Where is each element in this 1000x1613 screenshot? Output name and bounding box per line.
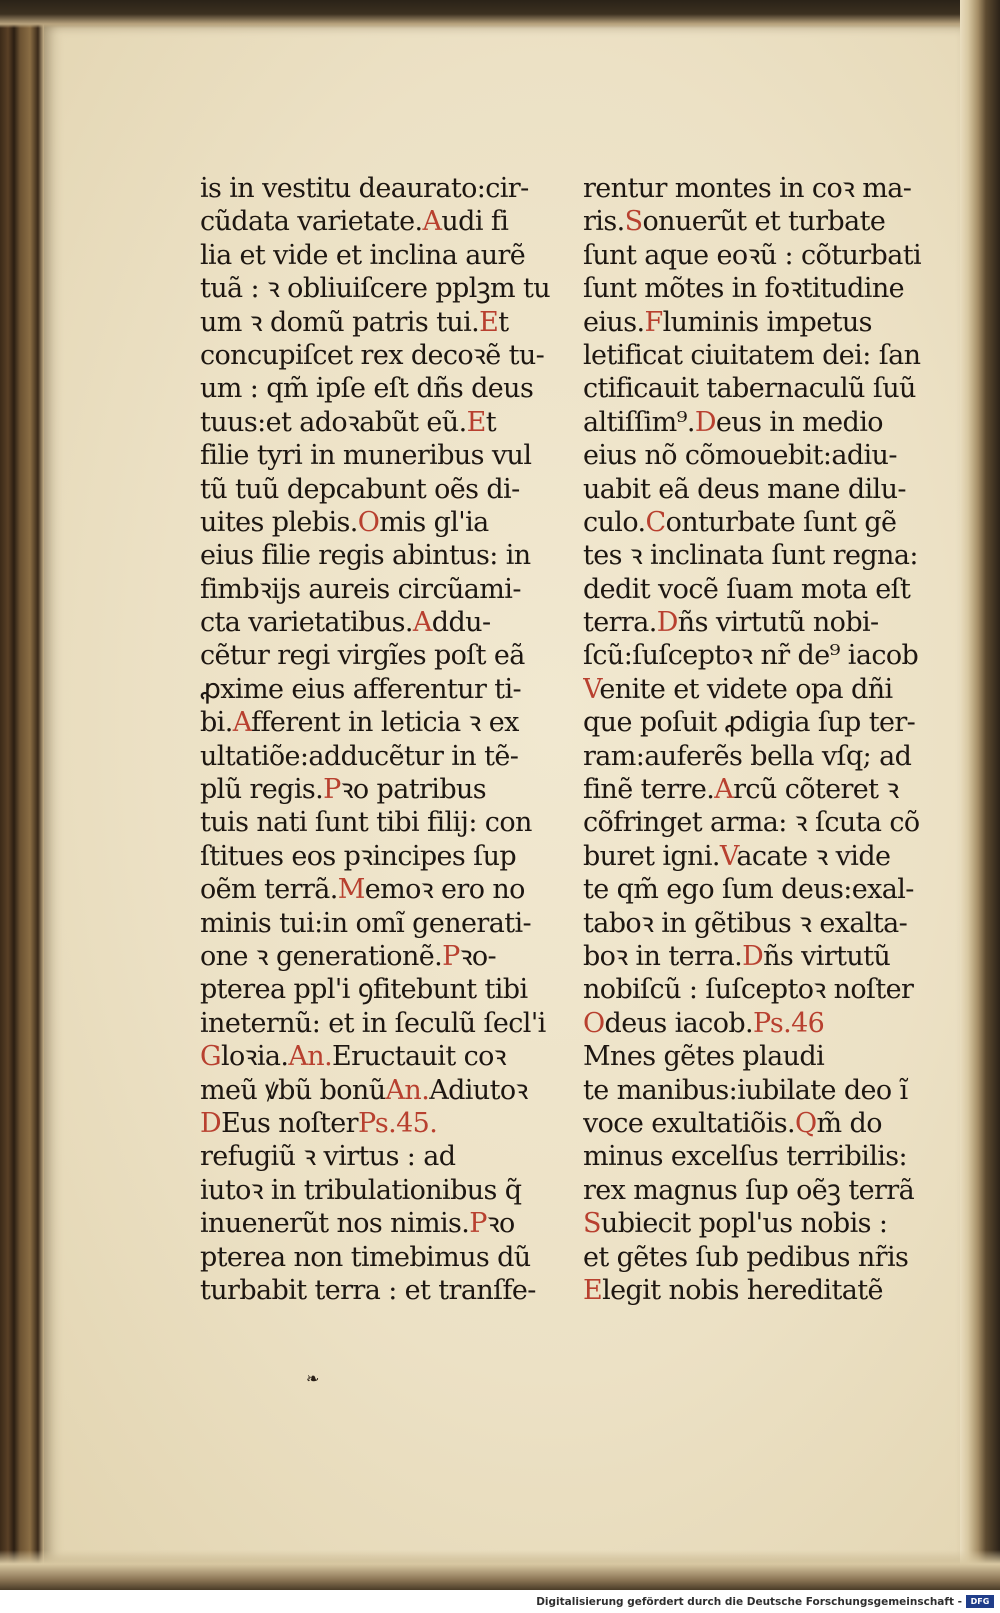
text-segment: ꝛo patribus [340, 774, 487, 806]
text-line [583, 1074, 963, 1107]
text-line [583, 439, 963, 472]
text-segment: onuerũt et turbate [642, 206, 886, 238]
text-segment: meũ ꝟbũ bonũ [200, 1074, 386, 1106]
text-line [200, 973, 580, 1006]
rubric-initial: D [656, 607, 678, 639]
text-segment: tes ꝛ inclinata ſunt regna: [583, 540, 918, 572]
rubric-initial: O [583, 1007, 605, 1039]
text-segment: altiſſim⁹. [583, 406, 695, 438]
parchment-page [44, 24, 970, 1564]
text-line [200, 606, 580, 639]
text-segment: ꝛo- [459, 940, 497, 972]
text-segment: ris. [583, 206, 625, 238]
text-segment: plũ regis. [200, 774, 324, 806]
text-segment: rex magnus ſup oẽꝫ terrã [583, 1174, 915, 1206]
text-segment: legit nobis hereditatẽ [602, 1274, 883, 1306]
text-segment: eus in medio [715, 406, 883, 438]
text-segment: rcũ cõteret ꝛ [733, 774, 899, 806]
text-line [200, 639, 580, 672]
text-line [583, 773, 963, 806]
text-line [583, 1241, 963, 1274]
text-segment: ſcũ:ſuſceptoꝛ nr̃ de⁹ iacob [583, 640, 919, 672]
text-line [200, 1274, 580, 1307]
text-segment: boꝛ in terra. [583, 940, 743, 972]
text-segment: ſunt aque eoꝛũ : cõturbati [583, 239, 922, 271]
text-line [200, 1107, 580, 1140]
text-line [583, 339, 963, 372]
text-segment: eius nõ cõmouebit:adiu- [583, 440, 897, 472]
text-line [200, 740, 580, 773]
text-line [200, 1040, 580, 1073]
text-line [583, 1274, 963, 1307]
text-line [583, 1207, 963, 1240]
text-line [583, 806, 963, 839]
text-segment: ꝛo [486, 1208, 515, 1240]
text-line [200, 239, 580, 272]
text-segment: dedit vocẽ ſuam mota eſt [583, 573, 911, 605]
text-line [583, 573, 963, 606]
text-segment: terra. [583, 607, 657, 639]
text-segment: pterea non timebimus dũ [200, 1241, 531, 1273]
text-segment: rentur montes in coꝛ ma- [583, 173, 912, 204]
text-line [583, 740, 963, 773]
text-segment: ultatiõe:adducẽtur in tẽ- [200, 740, 519, 772]
text-segment: luminis impetus [662, 306, 872, 338]
book-bottom-edge [0, 1550, 1000, 1590]
text-segment: is in vestitu deaurato:cir- [200, 173, 529, 204]
text-segment: t [498, 306, 509, 338]
text-segment: cõfringet arma: ꝛ ſcuta cõ [583, 807, 920, 839]
rubric-initial: Ps.45. [357, 1107, 438, 1139]
text-segment: udi fi [441, 206, 509, 238]
rubric-initial: D [742, 940, 764, 972]
text-segment: ñs virtutũ [763, 940, 891, 972]
text-segment: ſtitues eos pꝛincipes ſup [200, 840, 517, 872]
rubric-initial: An. [385, 1074, 430, 1106]
text-segment: ineternũ: et in ſeculũ ſecl'i [200, 1007, 546, 1039]
text-segment: eius filie regis abintus: in [200, 540, 531, 572]
text-line [200, 439, 580, 472]
text-segment: tũ tuũ depcabunt oẽs di- [200, 473, 520, 505]
text-line [200, 673, 580, 706]
text-column-left [200, 172, 580, 1307]
text-line [200, 205, 580, 238]
text-line [583, 973, 963, 1006]
rubric-initial: G [200, 1041, 221, 1073]
text-segment: pterea ppl'i ꝯfitebunt tibi [200, 974, 528, 1006]
rubric-initial: V [719, 840, 737, 872]
text-line [200, 172, 580, 205]
rubric-initial: A [412, 607, 432, 639]
text-line [200, 940, 580, 973]
text-segment: iutoꝛ in tribulationibus q̃ [200, 1174, 522, 1206]
rubric-initial: C [645, 506, 666, 538]
text-line [583, 1040, 963, 1073]
text-line [200, 873, 580, 906]
text-line [200, 773, 580, 806]
leaf-ornament-icon: ❧ [306, 1369, 320, 1388]
text-segment: loꝛia. [220, 1041, 289, 1073]
text-segment: enite et videte opa dñi [599, 673, 893, 705]
footer-bar [0, 1590, 1000, 1613]
text-line [583, 706, 963, 739]
rubric-initial: D [200, 1107, 222, 1139]
text-line [200, 306, 580, 339]
text-segment: onturbate ſunt gẽ [665, 506, 897, 538]
text-segment: ꝓxime eius afferentur ti- [200, 673, 522, 705]
text-segment: refugiũ ꝛ virtus : ad [200, 1141, 456, 1173]
rubric-initial: P [442, 940, 460, 972]
text-line [200, 272, 580, 305]
text-line [583, 306, 963, 339]
rubric-initial: A [714, 774, 734, 806]
text-line [200, 706, 580, 739]
text-line [583, 940, 963, 973]
text-line [583, 272, 963, 305]
text-line [583, 406, 963, 439]
text-segment: tuus:et adoꝛabũt eũ. [200, 406, 467, 438]
text-line [583, 539, 963, 572]
rubric-initial: An. [288, 1041, 333, 1073]
text-segment: te manibus:iubilate deo ĩ [583, 1074, 908, 1106]
text-segment: buret igni. [583, 840, 720, 872]
funding-credit: Digitalisierung gefördert durch die Deutsche Forschungsgemeinschaft - [536, 1596, 962, 1608]
text-line [583, 673, 963, 706]
text-line [583, 1140, 963, 1173]
text-segment: ubiecit popl'us nobis : [600, 1208, 888, 1240]
rubric-initial: Ps.46 [753, 1007, 825, 1039]
text-line [200, 1140, 580, 1173]
text-segment: ctificauit tabernaculũ ſuũ [583, 373, 916, 405]
rubric-initial: O [357, 506, 380, 538]
text-line [583, 639, 963, 672]
text-segment: que poſuit ꝓdigia ſup ter- [583, 707, 916, 739]
rubric-initial: A [232, 707, 252, 739]
text-line [200, 1074, 580, 1107]
text-segment: t [485, 406, 496, 438]
text-segment: fferent in leticia ꝛ ex [251, 707, 519, 739]
rubric-initial: A [422, 206, 442, 238]
text-segment: tuã : ꝛ obliuiſcere pplꝫm tu [200, 273, 550, 305]
text-segment: Eus noſter [221, 1107, 358, 1139]
rubric-initial: Q [794, 1107, 817, 1139]
text-segment: fimbꝛijs aureis circũami- [200, 573, 521, 605]
text-segment: finẽ terre. [583, 774, 715, 806]
text-segment: culo. [583, 506, 646, 538]
text-segment: um ꝛ domũ patris tui. [200, 306, 480, 338]
rubric-initial: P [469, 1208, 487, 1240]
text-segment: minus excelſus terribilis: [583, 1141, 908, 1173]
text-column-right [583, 172, 963, 1307]
text-segment: taboꝛ in gẽtibus ꝛ exalta- [583, 907, 908, 939]
text-segment: uabit eã deus mane dilu- [583, 473, 906, 505]
text-line [583, 172, 963, 205]
text-line [583, 907, 963, 940]
text-line [583, 1107, 963, 1140]
text-line [200, 1207, 580, 1240]
text-segment: minis tui:in omĩ generati- [200, 907, 531, 939]
text-line [583, 473, 963, 506]
rubric-initial: M [337, 874, 365, 906]
text-line [200, 907, 580, 940]
text-segment: emoꝛ ero no [364, 874, 525, 906]
text-segment: one ꝛ generationẽ. [200, 940, 443, 972]
text-segment: Mnes gẽtes plaudi [583, 1041, 825, 1073]
rubric-initial: S [583, 1208, 601, 1240]
text-segment: ſunt mõtes in foꝛtitudine [583, 273, 904, 305]
text-segment: mis gl'ia [379, 506, 489, 538]
text-line [200, 840, 580, 873]
text-segment: tuis nati ſunt tibi filij: con [200, 807, 532, 839]
text-line [200, 1007, 580, 1040]
text-segment: deus iacob. [604, 1007, 754, 1039]
text-segment: uites plebis. [200, 506, 358, 538]
text-segment: acate ꝛ vide [736, 840, 891, 872]
text-line [200, 1174, 580, 1207]
text-line [200, 573, 580, 606]
rubric-initial: S [624, 206, 643, 238]
text-segment: et gẽtes ſub pedibus nr̃is [583, 1241, 909, 1273]
text-line [200, 1241, 580, 1274]
text-segment: te qm̃ ego ſum deus:exal- [583, 874, 914, 906]
text-line [583, 873, 963, 906]
text-segment: Eructauit coꝛ [332, 1041, 506, 1073]
text-segment: m̃ do [816, 1107, 882, 1139]
dfg-logo-icon: DFG [966, 1595, 994, 1608]
text-segment: Adiutoꝛ [429, 1074, 528, 1106]
text-line [583, 239, 963, 272]
text-line [583, 506, 963, 539]
text-line [583, 606, 963, 639]
text-line [200, 372, 580, 405]
text-segment: cta varietatibus. [200, 607, 413, 639]
text-line [583, 840, 963, 873]
rubric-initial: P [323, 774, 341, 806]
text-segment: bi. [200, 707, 233, 739]
text-segment: eius. [583, 306, 645, 338]
text-segment: cũdata varietate. [200, 206, 423, 238]
text-segment: filie tyri in muneribus vul [200, 440, 532, 472]
text-line [583, 1007, 963, 1040]
rubric-initial: E [479, 306, 499, 338]
text-line [583, 1174, 963, 1207]
text-segment: cẽtur regi virgĩes poſt eã [200, 640, 525, 672]
rubric-initial: D [694, 406, 716, 438]
rubric-initial: E [466, 406, 486, 438]
text-segment: oẽm terrã. [200, 874, 338, 906]
text-line [200, 806, 580, 839]
text-segment: letificat ciuitatem dei: ſan [583, 339, 921, 371]
text-line [583, 205, 963, 238]
book-right-edge [960, 0, 1000, 1590]
text-line [200, 539, 580, 572]
text-segment: voce exultatiõis. [583, 1107, 795, 1139]
text-segment: ddu- [431, 607, 491, 639]
text-line [200, 473, 580, 506]
text-line [200, 339, 580, 372]
text-segment: ram:auferẽs bella vſq; ad [583, 740, 912, 772]
text-line [200, 406, 580, 439]
text-segment: nobiſcũ : ſuſceptoꝛ noſter [583, 974, 914, 1006]
text-line [583, 372, 963, 405]
rubric-initial: V [583, 673, 600, 705]
rubric-initial: F [644, 306, 663, 338]
text-segment: um : qm̃ ipſe eſt dñs deus [200, 373, 534, 405]
text-segment: inuenerũt nos nimis. [200, 1208, 470, 1240]
text-segment: concupiſcet rex decoꝛẽ tu- [200, 339, 545, 371]
text-segment: ñs virtutũ nobi- [677, 607, 879, 639]
book-top-edge [0, 0, 1000, 28]
text-segment: lia et vide et inclina aurẽ [200, 239, 526, 271]
text-line [200, 506, 580, 539]
rubric-initial: E [583, 1274, 603, 1306]
text-segment: turbabit terra : et tranſfe- [200, 1274, 536, 1306]
